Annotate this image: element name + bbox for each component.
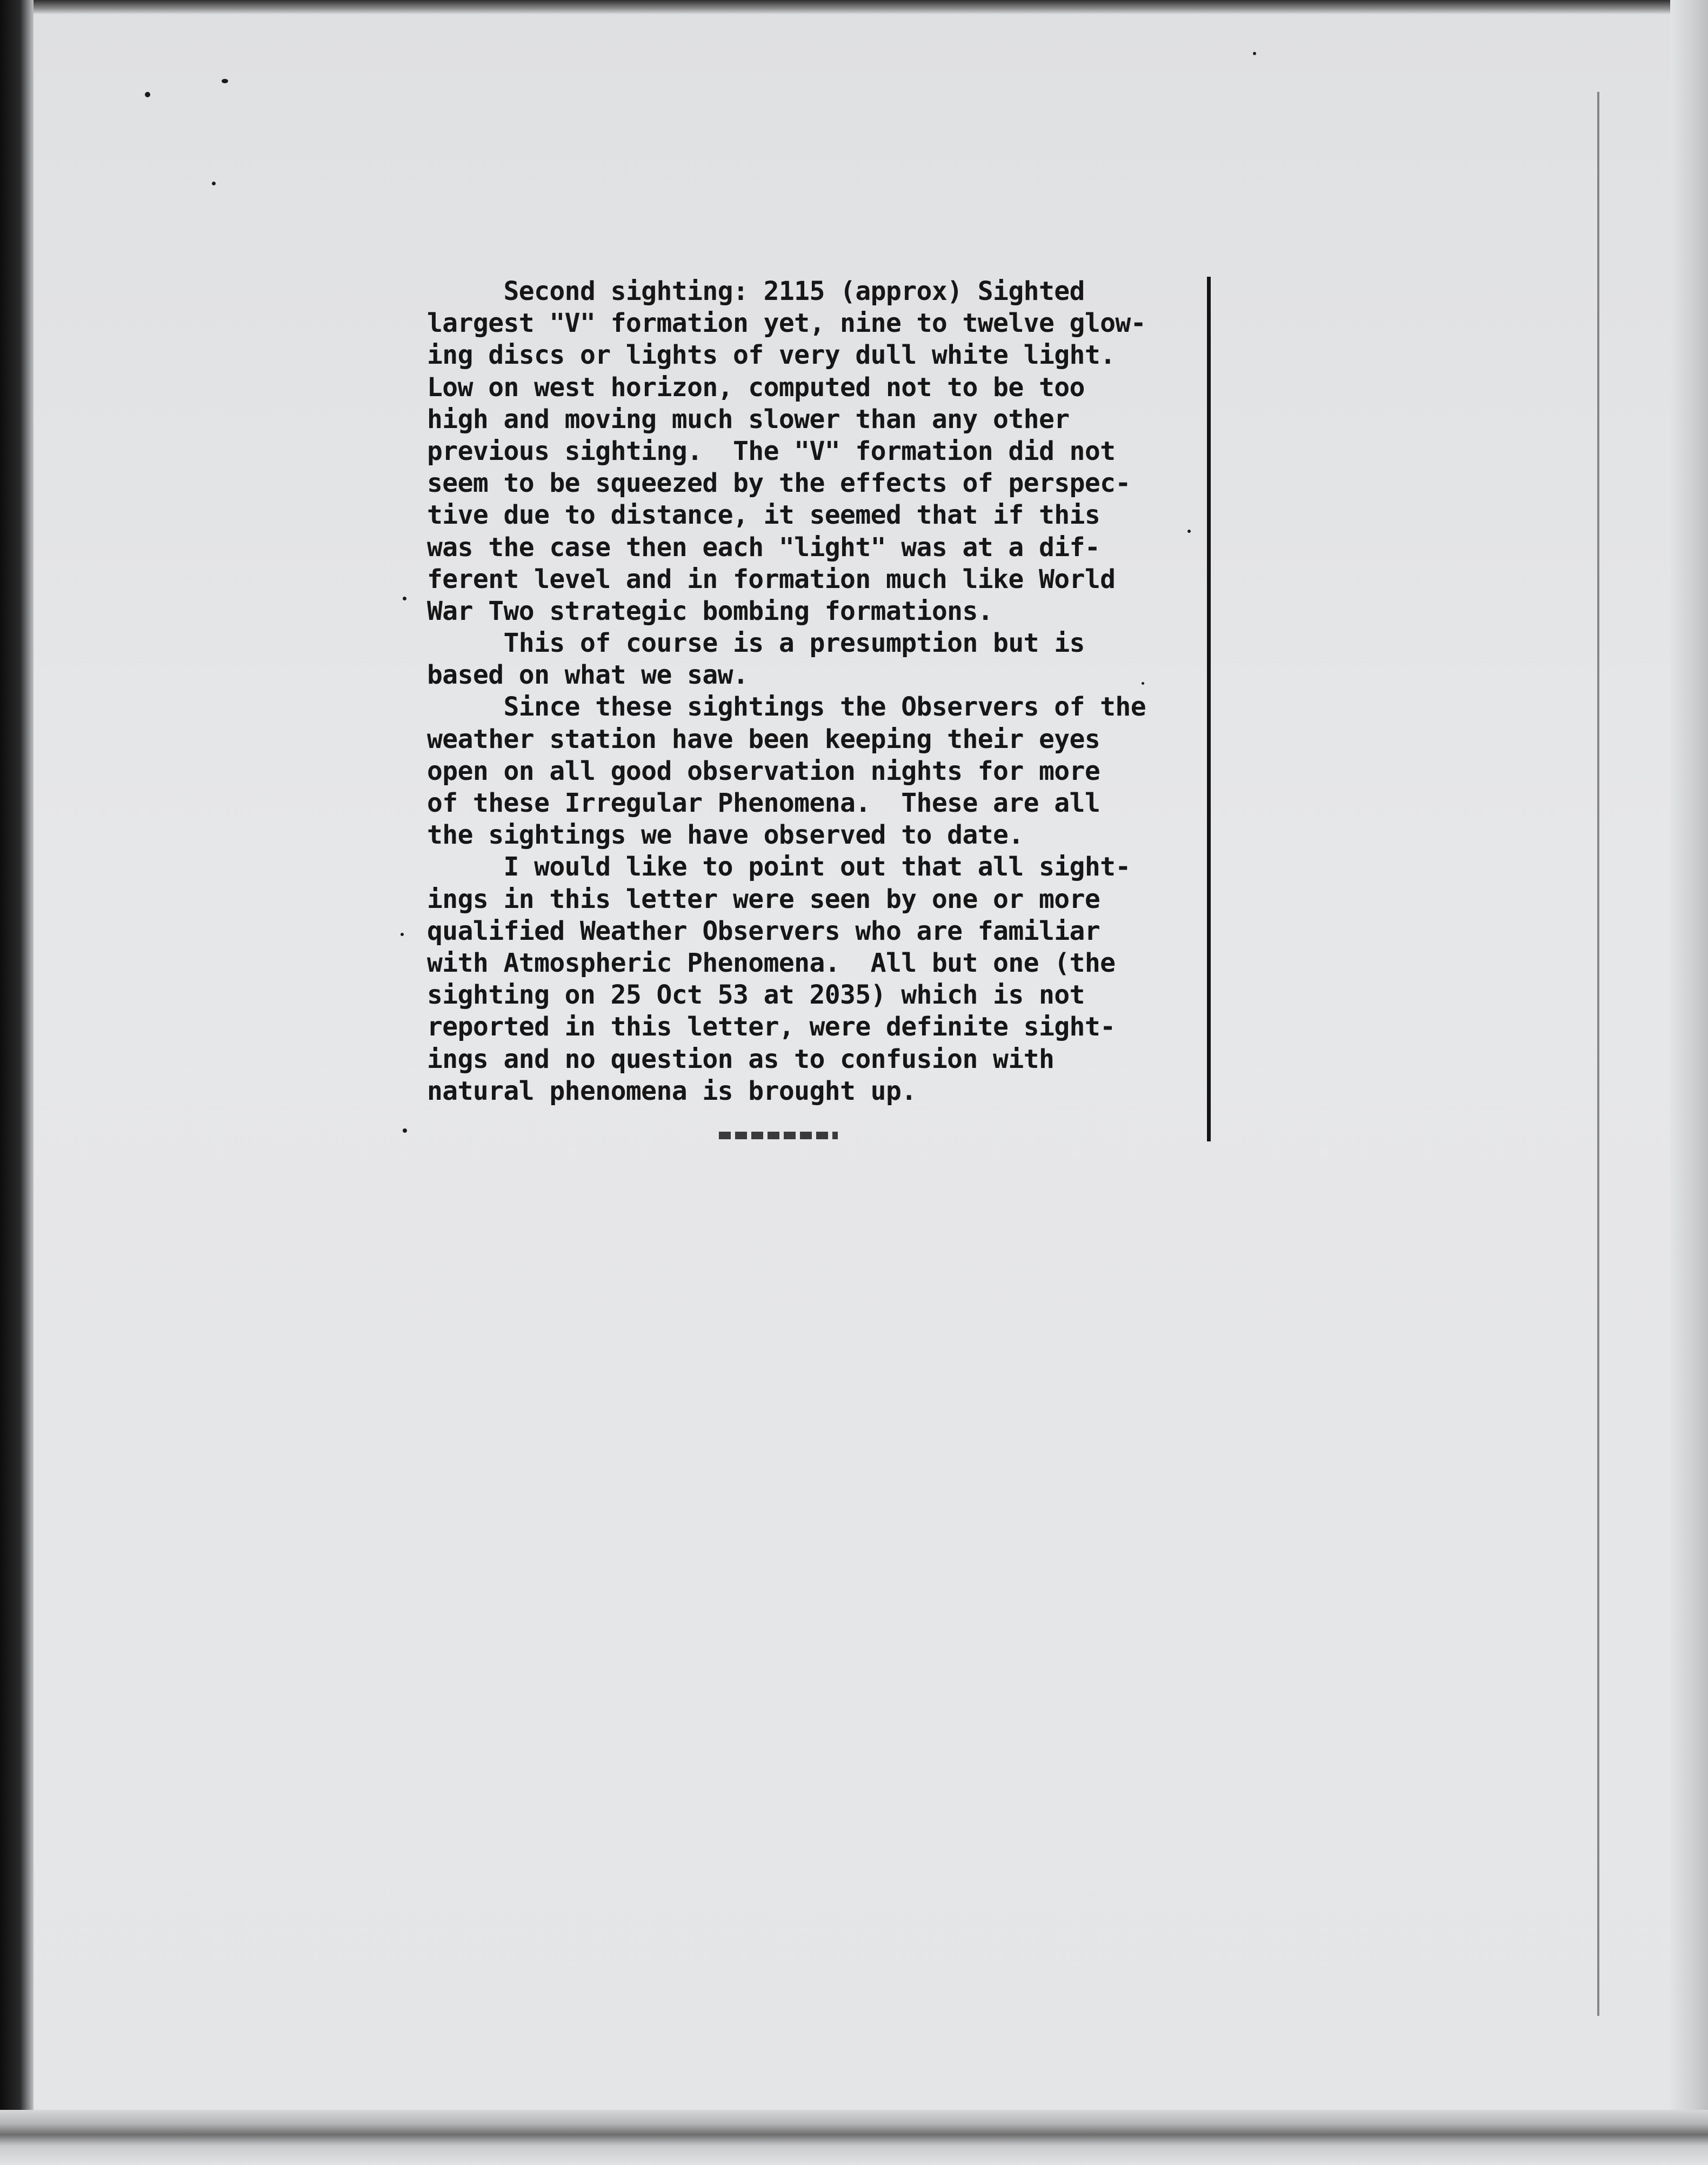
- text-line: high and moving much slower than any other: [427, 404, 1070, 435]
- text-line: tive due to distance, it seemed that if this: [427, 500, 1100, 531]
- film-edge-bottom: [0, 2110, 1708, 2165]
- text-line: the sightings we have observed to date.: [427, 820, 1024, 851]
- film-edge-right: [1670, 0, 1708, 2165]
- text-line: of these Irregular Phenomena. These are all: [427, 788, 1100, 818]
- text-line: natural phenomena is brought up.: [427, 1075, 917, 1106]
- text-line: with Atmospheric Phenomena. All but one (the: [427, 947, 1116, 978]
- margin-change-bar: [1207, 277, 1211, 1141]
- text-line: This of course is a presumption but is: [427, 628, 1085, 659]
- text-line: sighting on 25 Oct 53 at 2035) which is not: [427, 980, 1085, 1011]
- text-line: Second sighting: 2115 (approx) Sighted: [427, 276, 1085, 306]
- text-line: previous sighting. The "V" formation did not: [427, 436, 1116, 466]
- text-line: reported in this letter, were definite sight-: [427, 1012, 1116, 1043]
- text-line: War Two strategic bombing formations.: [427, 596, 993, 626]
- dust-speck: [401, 933, 404, 936]
- dust-speck: [1253, 52, 1256, 55]
- text-line: Since these sightings the Observers of the: [427, 692, 1146, 723]
- text-line: was the case then each "light" was at a dif-: [427, 532, 1100, 563]
- text-line: ings and no question as to confusion with: [427, 1044, 1055, 1074]
- page-edge-rule: [1597, 92, 1599, 2016]
- dust-speck: [145, 92, 150, 97]
- text-line: weather station have been keeping their eyes: [427, 724, 1100, 754]
- text-line: ing discs or lights of very dull white light.: [427, 340, 1116, 371]
- text-line: open on all good observation nights for more: [427, 756, 1100, 786]
- dust-speck: [212, 182, 216, 185]
- text-line: largest "V" formation yet, nine to twelve glow-: [427, 308, 1146, 339]
- dust-speck: [222, 79, 228, 83]
- text-line: I would like to point out that all sight-: [427, 852, 1131, 883]
- film-edge-left: [0, 0, 34, 2165]
- film-edge-top: [0, 0, 1708, 14]
- closing-mark: [719, 1132, 838, 1139]
- text-line: seem to be squeezed by the effects of perspec-: [427, 468, 1131, 499]
- text-line: Low on west horizon, computed not to be too: [427, 372, 1085, 403]
- text-line: ings in this letter were seen by one or more: [427, 884, 1100, 914]
- text-line: ferent level and in formation much like World: [427, 564, 1116, 594]
- dust-speck: [403, 597, 406, 600]
- text-line: based on what we saw.: [427, 660, 749, 691]
- text-line: qualified Weather Observers who are familiar: [427, 916, 1100, 946]
- dust-speck: [403, 1128, 407, 1133]
- letter-body: [427, 276, 1205, 1107]
